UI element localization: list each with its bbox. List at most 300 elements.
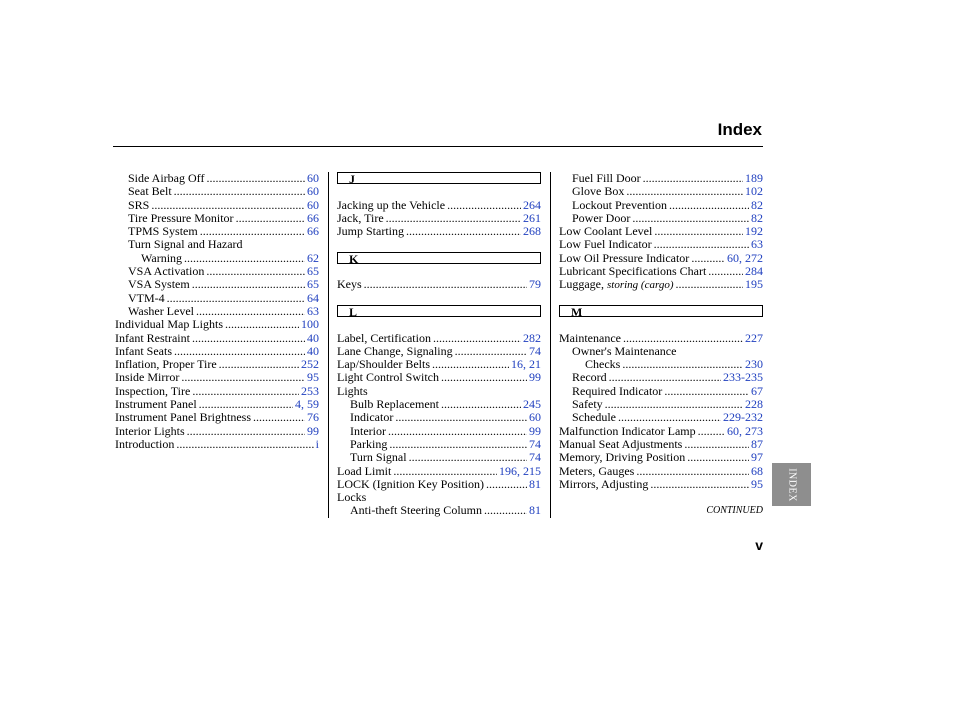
page-link[interactable]: 67 — [751, 383, 763, 398]
index-entry — [559, 425, 763, 438]
leader-dots — [684, 438, 749, 451]
entry-label — [350, 451, 407, 464]
leader-dots — [441, 371, 527, 384]
section-letter-j: J — [337, 172, 541, 184]
entry-label-text: Keys — [337, 277, 362, 292]
page-link[interactable]: 66 — [307, 210, 319, 225]
page-link[interactable]: 68 — [751, 463, 763, 478]
entry-label-text: Checks — [585, 357, 621, 372]
entry-label-text: Schedule — [572, 410, 616, 425]
index-entry — [337, 225, 541, 238]
page-link[interactable]: 189 — [745, 171, 763, 185]
leader-dots — [167, 292, 305, 305]
page-link[interactable]: 66 — [307, 224, 319, 239]
page-link[interactable]: 99 — [529, 370, 541, 385]
entry-label — [337, 371, 439, 384]
index-entry — [337, 358, 541, 371]
page-link[interactable]: 99 — [307, 423, 319, 438]
entry-label-text: Washer Level — [128, 303, 194, 318]
leader-dots — [636, 465, 749, 478]
page-link[interactable]: 229-232 — [723, 410, 763, 425]
entry-label — [337, 478, 484, 491]
leader-dots — [409, 451, 527, 464]
leader-dots — [253, 411, 305, 424]
entry-label — [572, 385, 662, 398]
index-entry — [559, 385, 763, 398]
entry-label — [128, 278, 190, 291]
section-letter-l: L — [337, 305, 541, 317]
entry-label — [559, 465, 634, 478]
entry-label — [350, 438, 387, 451]
entry-label-text: Introduction — [115, 436, 175, 451]
leader-dots — [654, 238, 749, 251]
entry-label — [337, 225, 404, 238]
page-link[interactable]: 60 — [307, 171, 319, 185]
page-title: Index — [717, 120, 762, 139]
entry-label-text: Lubricant Specifications Chart — [559, 264, 707, 279]
index-entry — [559, 451, 763, 464]
entry-label-text: Interior Lights — [115, 423, 185, 438]
page-link[interactable]: 40 — [307, 330, 319, 345]
entry-label — [572, 212, 630, 225]
index-column-2 — [337, 172, 541, 518]
index-entry — [559, 345, 763, 358]
entry-label — [115, 411, 251, 424]
page-link[interactable]: 63 — [307, 303, 319, 318]
entry-label-text: Instrument Panel — [115, 397, 197, 412]
entry-label — [337, 278, 362, 291]
index-entry — [337, 425, 541, 438]
index-entry — [115, 332, 319, 345]
page-link[interactable]: 102 — [745, 184, 763, 199]
page-link[interactable]: 63 — [751, 237, 763, 252]
page-link[interactable]: 227 — [745, 330, 763, 345]
page-link[interactable]: 284 — [745, 264, 763, 279]
entry-label-text: VTM-4 — [128, 290, 165, 305]
entry-label-text: Infant Seats — [115, 343, 172, 358]
page-link[interactable]: 74 — [529, 343, 541, 358]
leader-dots — [225, 318, 299, 331]
page-link[interactable]: 87 — [751, 436, 763, 451]
entry-label — [115, 385, 190, 398]
entry-label-text: Fuel Fill Door — [572, 171, 641, 185]
entry-label-text: Lights — [337, 383, 368, 398]
entry-label-text: Turn Signal — [350, 450, 407, 465]
entry-label — [337, 385, 368, 398]
page-link[interactable]: 261 — [523, 210, 541, 225]
index-entry — [559, 465, 763, 478]
page-link[interactable]: 233-235 — [723, 370, 763, 385]
entry-label-text: Glove Box — [572, 184, 625, 199]
page-link[interactable]: 97 — [751, 450, 763, 465]
entry-label-text: Tire Pressure Monitor — [128, 210, 234, 225]
index-entry — [559, 199, 763, 212]
page-link[interactable]: 100 — [301, 317, 319, 332]
entry-label-text: Bulb Replacement — [350, 397, 439, 412]
entry-label — [559, 438, 682, 451]
index-entry — [115, 278, 319, 291]
entry-label-text: Label, Certification — [337, 330, 431, 345]
page-link[interactable]: 195 — [745, 277, 763, 292]
entry-label — [115, 371, 179, 384]
entry-label-text: SRS — [128, 197, 150, 212]
index-entry — [115, 212, 319, 225]
index-entry — [559, 438, 763, 451]
leader-dots — [174, 185, 305, 198]
page-link[interactable]: 4, 59 — [295, 397, 319, 412]
entry-label-text: Inflation, Proper Tire — [115, 357, 217, 372]
entry-label — [337, 465, 391, 478]
index-entry — [337, 385, 541, 398]
index-entry — [115, 172, 319, 185]
title-divider — [113, 146, 763, 147]
entry-label-text: Lap/Shoulder Belts — [337, 357, 430, 372]
index-entry — [337, 504, 541, 517]
entry-label-text: Lane Change, Signaling — [337, 343, 453, 358]
page-link[interactable]: 95 — [751, 476, 763, 491]
page-link[interactable]: 60 — [307, 197, 319, 212]
leader-dots — [447, 199, 521, 212]
leader-dots — [192, 278, 305, 291]
index-entry — [337, 411, 541, 424]
leader-dots — [687, 451, 749, 464]
leader-dots — [388, 425, 527, 438]
page-link[interactable]: 81 — [529, 476, 541, 491]
entry-label — [128, 292, 165, 305]
index-entry — [115, 358, 319, 371]
leader-dots — [664, 385, 749, 398]
entry-label — [128, 199, 149, 212]
entry-label — [128, 265, 204, 278]
page-link[interactable]: 65 — [307, 264, 319, 279]
page-number: v — [755, 537, 763, 553]
leader-dots — [618, 411, 721, 424]
page-link[interactable]: 81 — [529, 503, 541, 518]
leader-dots — [393, 465, 497, 478]
index-entry — [559, 371, 763, 384]
page-link[interactable]: 230 — [745, 357, 763, 372]
entry-label — [572, 185, 624, 198]
entry-label-text: Lockout Prevention — [572, 197, 667, 212]
index-entry — [115, 411, 319, 424]
index-entry — [337, 199, 541, 212]
entry-label-text: Inspection, Tire — [115, 383, 191, 398]
page-link[interactable]: 60, 272 — [727, 250, 763, 265]
entry-label — [559, 451, 685, 464]
entry-label — [572, 398, 603, 411]
entry-label — [572, 411, 616, 424]
index-entry — [115, 398, 319, 411]
page-link[interactable]: 245 — [523, 397, 541, 412]
entry-label-text: Luggage, — [559, 277, 604, 292]
entry-label-text: Maintenance — [559, 330, 621, 345]
page-link[interactable]: 252 — [301, 357, 319, 372]
leader-dots — [364, 278, 527, 291]
entry-label-text: Side Airbag Off — [128, 171, 205, 185]
index-entry — [115, 225, 319, 238]
leader-dots — [676, 278, 744, 291]
entry-label — [572, 345, 676, 358]
entry-label — [350, 504, 482, 517]
section-letter-k: K — [337, 252, 541, 264]
leader-dots — [432, 358, 509, 371]
leader-dots — [184, 252, 305, 265]
entry-label-text: Required Indicator — [572, 383, 663, 398]
page-link[interactable]: 60 — [307, 184, 319, 199]
entry-label-text: Locks — [337, 490, 367, 505]
index-column-3 — [559, 172, 763, 491]
column-divider — [328, 172, 329, 518]
index-entry — [559, 358, 763, 371]
entry-label — [572, 371, 607, 384]
leader-dots — [622, 358, 743, 371]
page-link[interactable]: 74 — [529, 436, 541, 451]
page-link[interactable]: 64 — [307, 290, 319, 305]
entry-label-text: Low Fuel Indicator — [559, 237, 652, 252]
leader-dots — [698, 425, 725, 438]
spacer — [337, 238, 541, 251]
page-link[interactable]: 60 — [529, 410, 541, 425]
page-link[interactable]: i — [315, 436, 319, 451]
entry-label-text: Malfunction Indicator Lamp — [559, 423, 696, 438]
index-entry — [337, 478, 541, 491]
leader-dots — [181, 371, 305, 384]
index-entry — [559, 411, 763, 424]
entry-label-text: Manual Seat Adjustments — [559, 436, 683, 451]
leader-dots — [691, 252, 725, 265]
index-entry — [115, 305, 319, 318]
leader-dots — [206, 172, 305, 185]
entry-label — [128, 172, 204, 185]
page-link[interactable]: 79 — [529, 277, 541, 292]
entry-label — [337, 199, 445, 212]
index-column-1 — [115, 172, 319, 451]
page-link[interactable]: 264 — [523, 197, 541, 212]
entry-label-italic: storing (cargo) — [606, 279, 674, 292]
entry-label-text: Warning — [141, 250, 183, 265]
entry-label-text: VSA System — [128, 277, 190, 292]
entry-label — [559, 478, 648, 491]
leader-dots — [187, 425, 305, 438]
page-link[interactable]: 192 — [745, 224, 763, 239]
entry-label-text: Interior — [350, 423, 386, 438]
index-entry — [559, 332, 763, 345]
leader-dots — [455, 345, 527, 358]
entry-label — [128, 185, 172, 198]
entry-label — [585, 358, 620, 371]
entry-label-text: Jacking up the Vehicle — [337, 197, 446, 212]
leader-dots — [623, 332, 743, 345]
entry-label-text: Low Coolant Level — [559, 224, 653, 239]
index-tab-label: INDEX — [786, 467, 797, 502]
page-link[interactable]: 76 — [307, 410, 319, 425]
page-link[interactable]: 253 — [301, 383, 319, 398]
entry-label — [337, 332, 431, 345]
index-entry — [115, 318, 319, 331]
leader-dots — [174, 345, 305, 358]
entry-label — [350, 398, 439, 411]
entry-label — [128, 305, 194, 318]
spacer — [337, 292, 541, 305]
leader-dots — [433, 332, 521, 345]
entry-label — [128, 238, 243, 251]
entry-label-text: Turn Signal and Hazard — [128, 237, 243, 252]
leader-dots — [406, 225, 521, 238]
index-entry — [115, 199, 319, 212]
index-entry — [559, 398, 763, 411]
index-entry — [337, 278, 541, 291]
page-link[interactable]: 282 — [523, 330, 541, 345]
index-entry — [337, 438, 541, 451]
page-link[interactable]: 196, 215 — [499, 463, 541, 478]
page-link[interactable]: 228 — [745, 397, 763, 412]
entry-label — [337, 212, 384, 225]
entry-label — [128, 212, 234, 225]
leader-dots — [486, 478, 527, 491]
leader-dots — [219, 358, 299, 371]
entry-label-text: Indicator — [350, 410, 394, 425]
entry-label-text: Power Door — [572, 210, 631, 225]
leader-dots — [484, 504, 527, 517]
index-entry — [115, 425, 319, 438]
leader-dots — [236, 212, 305, 225]
leader-dots — [386, 212, 521, 225]
page-link[interactable]: 60, 273 — [727, 423, 763, 438]
index-entry — [115, 238, 319, 251]
entry-label-text: Individual Map Lights — [115, 317, 223, 332]
entry-label-text: Load Limit — [337, 463, 392, 478]
leader-dots — [441, 398, 521, 411]
entry-label-text: Meters, Gauges — [559, 463, 635, 478]
spacer — [559, 292, 763, 305]
entry-label — [337, 491, 366, 504]
entry-label-text: Jump Starting — [337, 224, 405, 239]
leader-dots — [206, 265, 305, 278]
entry-label — [115, 345, 172, 358]
index-entry — [559, 278, 763, 291]
entry-label — [115, 358, 217, 371]
entry-label — [559, 332, 621, 345]
leader-dots — [609, 371, 721, 384]
index-entry — [337, 398, 541, 411]
index-entry — [115, 345, 319, 358]
entry-label — [559, 265, 706, 278]
section-letter-m: M — [559, 305, 763, 317]
page-link[interactable]: 82 — [751, 197, 763, 212]
index-entry — [115, 385, 319, 398]
leader-dots — [192, 332, 305, 345]
index-entry — [559, 478, 763, 491]
leader-dots — [199, 398, 293, 411]
entry-label-text: Safety — [572, 397, 603, 412]
leader-dots — [626, 185, 743, 198]
page-link[interactable]: 40 — [307, 343, 319, 358]
entry-label-text: Instrument Panel Brightness — [115, 410, 251, 425]
page-link[interactable]: 82 — [751, 210, 763, 225]
index-entry — [337, 371, 541, 384]
index-tab[interactable] — [772, 463, 811, 506]
index-entry — [115, 252, 319, 265]
entry-label — [337, 358, 430, 371]
page-link[interactable]: 268 — [523, 224, 541, 239]
entry-label — [559, 225, 652, 238]
page-link[interactable]: 65 — [307, 277, 319, 292]
entry-label-text: Memory, Driving Position — [559, 450, 686, 465]
entry-label-text: Seat Belt — [128, 184, 172, 199]
index-entry — [337, 451, 541, 464]
entry-label — [559, 278, 674, 292]
index-entry — [115, 371, 319, 384]
leader-dots — [643, 172, 743, 185]
leader-dots — [196, 305, 305, 318]
leader-dots — [708, 265, 743, 278]
leader-dots — [605, 398, 743, 411]
index-entry — [115, 292, 319, 305]
entry-label-text: VSA Activation — [128, 264, 205, 279]
continued-note: CONTINUED — [706, 505, 763, 516]
entry-label-text: Anti-theft Steering Column — [350, 503, 482, 518]
entry-label — [350, 425, 386, 438]
page-link[interactable]: 99 — [529, 423, 541, 438]
page-link[interactable]: 95 — [307, 370, 319, 385]
entry-label — [115, 398, 197, 411]
entry-label — [337, 345, 453, 358]
page-link[interactable]: 74 — [529, 450, 541, 465]
entry-label — [350, 411, 393, 424]
entry-label — [115, 332, 190, 345]
entry-label-text: Low Oil Pressure Indicator — [559, 250, 690, 265]
index-entry — [337, 345, 541, 358]
leader-dots — [395, 411, 527, 424]
entry-label-text: Parking — [350, 436, 388, 451]
page-link[interactable]: 16, 21 — [511, 357, 541, 372]
leader-dots — [389, 438, 527, 451]
entry-label — [572, 199, 667, 212]
entry-label — [115, 438, 174, 451]
leader-dots — [654, 225, 743, 238]
entry-label-text: TPMS System — [128, 224, 198, 239]
leader-dots — [200, 225, 305, 238]
entry-label — [141, 252, 182, 265]
leader-dots — [632, 212, 749, 225]
leader-dots — [669, 199, 749, 212]
entry-label-text: LOCK (Ignition Key Position) — [337, 476, 484, 491]
index-entry — [337, 465, 541, 478]
index-entry — [337, 212, 541, 225]
entry-label — [115, 318, 223, 331]
index-entry — [115, 265, 319, 278]
entry-label — [115, 425, 185, 438]
spacer — [337, 185, 541, 198]
entry-label-text: Owner's Maintenance — [572, 343, 677, 358]
entry-label — [559, 425, 696, 438]
index-entry — [559, 185, 763, 198]
index-entry — [559, 252, 763, 265]
entry-label-text: Inside Mirror — [115, 370, 180, 385]
leader-dots — [176, 438, 313, 451]
page-link[interactable]: 62 — [307, 250, 319, 265]
entry-label — [572, 172, 641, 185]
leader-dots — [650, 478, 749, 491]
leader-dots — [192, 385, 299, 398]
index-entry — [115, 185, 319, 198]
entry-label-text: Light Control Switch — [337, 370, 439, 385]
column-divider — [550, 172, 551, 518]
entry-label — [128, 225, 198, 238]
index-entry — [559, 172, 763, 185]
index-entry — [559, 212, 763, 225]
entry-label-text: Infant Restraint — [115, 330, 190, 345]
